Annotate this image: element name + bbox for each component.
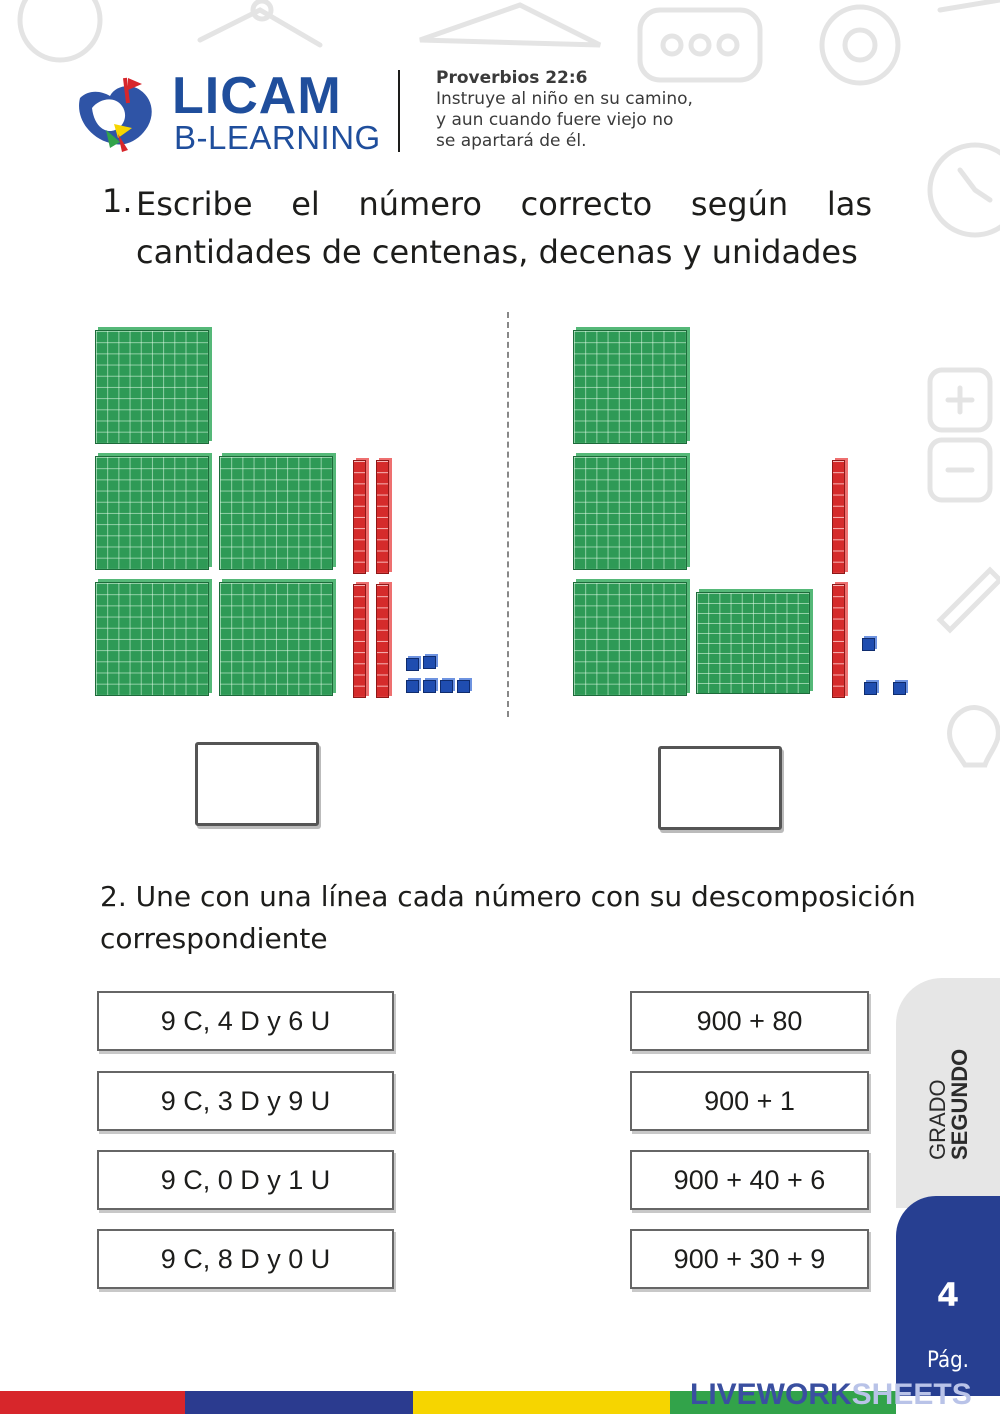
ten-rod bbox=[353, 584, 366, 698]
ten-rod bbox=[832, 460, 845, 574]
hundred-block bbox=[95, 456, 209, 570]
match-right-item[interactable]: 900 + 40 + 6 bbox=[630, 1150, 869, 1210]
match-right-item[interactable]: 900 + 30 + 9 bbox=[630, 1229, 869, 1289]
verse-line: y aun cuando fuere viejo no bbox=[436, 110, 674, 130]
blocks-divider bbox=[507, 312, 509, 717]
hundred-block bbox=[696, 592, 810, 694]
answer-box-1[interactable] bbox=[195, 742, 319, 826]
grade-level: SEGUNDO bbox=[947, 1048, 972, 1160]
unit-cube bbox=[423, 656, 436, 669]
unit-cube bbox=[893, 682, 906, 695]
match-right-item[interactable]: 900 + 80 bbox=[630, 991, 869, 1051]
match-left-item[interactable]: 9 C, 3 D y 9 U bbox=[97, 1071, 394, 1131]
unit-cube bbox=[406, 680, 419, 693]
page-number: 4 bbox=[936, 1276, 960, 1314]
hundred-block bbox=[219, 456, 333, 570]
question-1-text: Escribe el número correcto según las cantidades de centenas, decenas y unidades bbox=[136, 185, 872, 271]
grade-label bbox=[905, 1020, 985, 1160]
ten-rod bbox=[832, 584, 845, 698]
verse-line: se apartará de él. bbox=[436, 131, 587, 151]
hundred-block bbox=[573, 330, 687, 444]
question-1-number: 1. bbox=[102, 182, 133, 220]
footer-stripe-red bbox=[0, 1391, 185, 1414]
header-divider bbox=[398, 70, 400, 152]
footer-stripe-yellow bbox=[413, 1391, 670, 1414]
ten-rod bbox=[353, 460, 366, 574]
watermark-light: SHEETS bbox=[851, 1378, 972, 1411]
unit-cube bbox=[440, 680, 453, 693]
match-left-item[interactable]: 9 C, 8 D y 0 U bbox=[97, 1229, 394, 1289]
hundred-block bbox=[219, 582, 333, 696]
grade-word: GRADO bbox=[925, 1079, 950, 1160]
verse-line: Instruye al niño en su camino, bbox=[436, 89, 693, 109]
unit-cube bbox=[423, 680, 436, 693]
match-left-item[interactable]: 9 C, 4 D y 6 U bbox=[97, 991, 394, 1051]
licam-logo-icon bbox=[70, 68, 160, 156]
unit-cube bbox=[406, 658, 419, 671]
brand-subtitle: B-LEARNING bbox=[174, 119, 381, 156]
verse-reference: Proverbios 22:6 bbox=[436, 68, 588, 88]
brand-name: LICAM bbox=[172, 67, 342, 125]
ten-rod bbox=[376, 460, 389, 574]
ten-rod bbox=[376, 584, 389, 698]
unit-cube bbox=[457, 680, 470, 693]
unit-cube bbox=[864, 682, 877, 695]
hundred-block bbox=[95, 582, 209, 696]
liveworksheets-watermark bbox=[690, 1378, 972, 1412]
question-2-text: 2. Une con una línea cada número con su descomposición correspondiente bbox=[100, 880, 916, 955]
match-right-item[interactable]: 900 + 1 bbox=[630, 1071, 869, 1131]
watermark-dark: LIVEWORK bbox=[690, 1378, 852, 1411]
footer-stripe-blue bbox=[185, 1391, 413, 1414]
hundred-block bbox=[573, 582, 687, 696]
hundred-block bbox=[95, 330, 209, 444]
page-label: Pág. bbox=[927, 1348, 969, 1373]
answer-box-2[interactable] bbox=[658, 746, 782, 830]
unit-cube bbox=[862, 638, 875, 651]
match-left-item[interactable]: 9 C, 0 D y 1 U bbox=[97, 1150, 394, 1210]
hundred-block bbox=[573, 456, 687, 570]
